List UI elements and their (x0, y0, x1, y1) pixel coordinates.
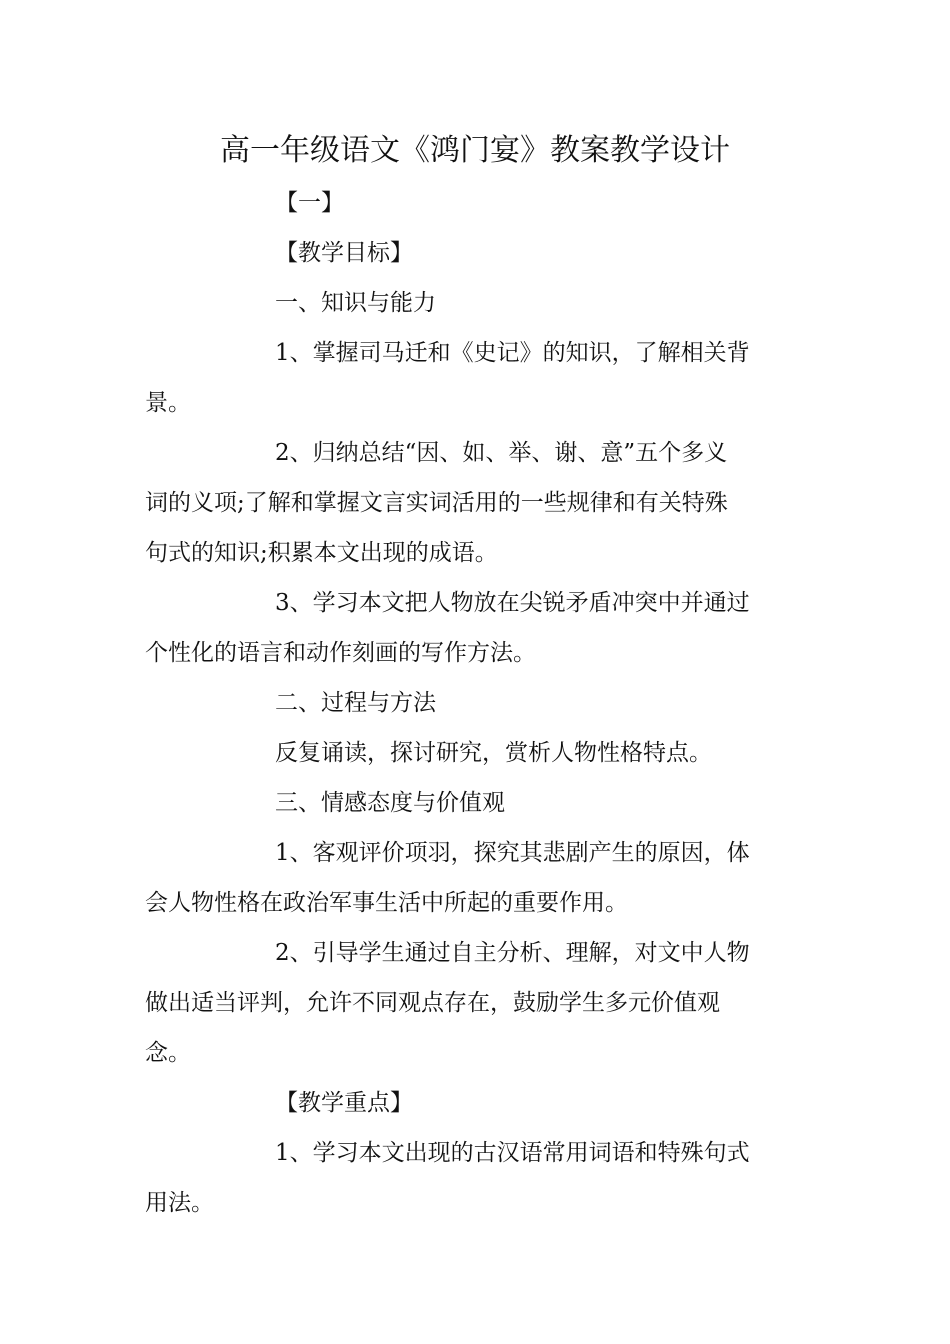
paragraph-line: 句式的知识;积累本文出现的成语。 (145, 540, 498, 566)
goal-3-2-paragraph (145, 928, 805, 1078)
goal-3-1-paragraph (145, 828, 805, 928)
paragraph-line: 词的义项;了解和掌握文言实词活用的一些规律和有关特殊 (145, 490, 728, 516)
paragraph-line: 景。 (145, 390, 191, 416)
page-title: 高一年级语文《鸿门宴》教案教学设计 (220, 133, 730, 168)
paragraph-line: 1、客观评价项羽，探究其悲剧产生的原因，体 (275, 840, 750, 866)
paragraph-line: 1、学习本文出现的古汉语常用词语和特殊句式 (275, 1140, 750, 1166)
teaching-goals-heading: 【教学目标】 (275, 240, 413, 266)
paragraph-line: 用法。 (145, 1190, 214, 1216)
document-body (145, 178, 805, 1228)
goal-1-2-paragraph (145, 428, 805, 578)
focus-1-paragraph (145, 1128, 805, 1228)
paragraph-line: 3、学习本文把人物放在尖锐矛盾冲突中并通过 (275, 590, 750, 616)
paragraph-line: 会人物性格在政治军事生活中所起的重要作用。 (145, 890, 628, 916)
paragraph-line: 2、引导学生通过自主分析、理解，对文中人物 (275, 940, 750, 966)
paragraph-line: 2、归纳总结“因、如、举、谢、意”五个多义 (275, 440, 728, 466)
section-one-marker: 【一】 (275, 190, 344, 216)
process-method-heading: 二、过程与方法 (275, 690, 436, 716)
paragraph-line: 做出适当评判，允许不同观点存在，鼓励学生多元价值观 (145, 990, 720, 1016)
emotion-values-heading: 三、情感态度与价值观 (275, 790, 505, 816)
goal-1-3-paragraph (145, 578, 805, 678)
process-method-text: 反复诵读，探讨研究，赏析人物性格特点。 (275, 740, 712, 766)
knowledge-ability-heading: 一、知识与能力 (275, 290, 436, 316)
paragraph-line: 念。 (145, 1040, 191, 1066)
paragraph-line: 1、掌握司马迁和《史记》的知识，了解相关背 (275, 340, 750, 366)
goal-1-1-paragraph (145, 328, 805, 428)
paragraph-line: 个性化的语言和动作刻画的写作方法。 (145, 640, 536, 666)
teaching-focus-heading: 【教学重点】 (275, 1090, 413, 1116)
